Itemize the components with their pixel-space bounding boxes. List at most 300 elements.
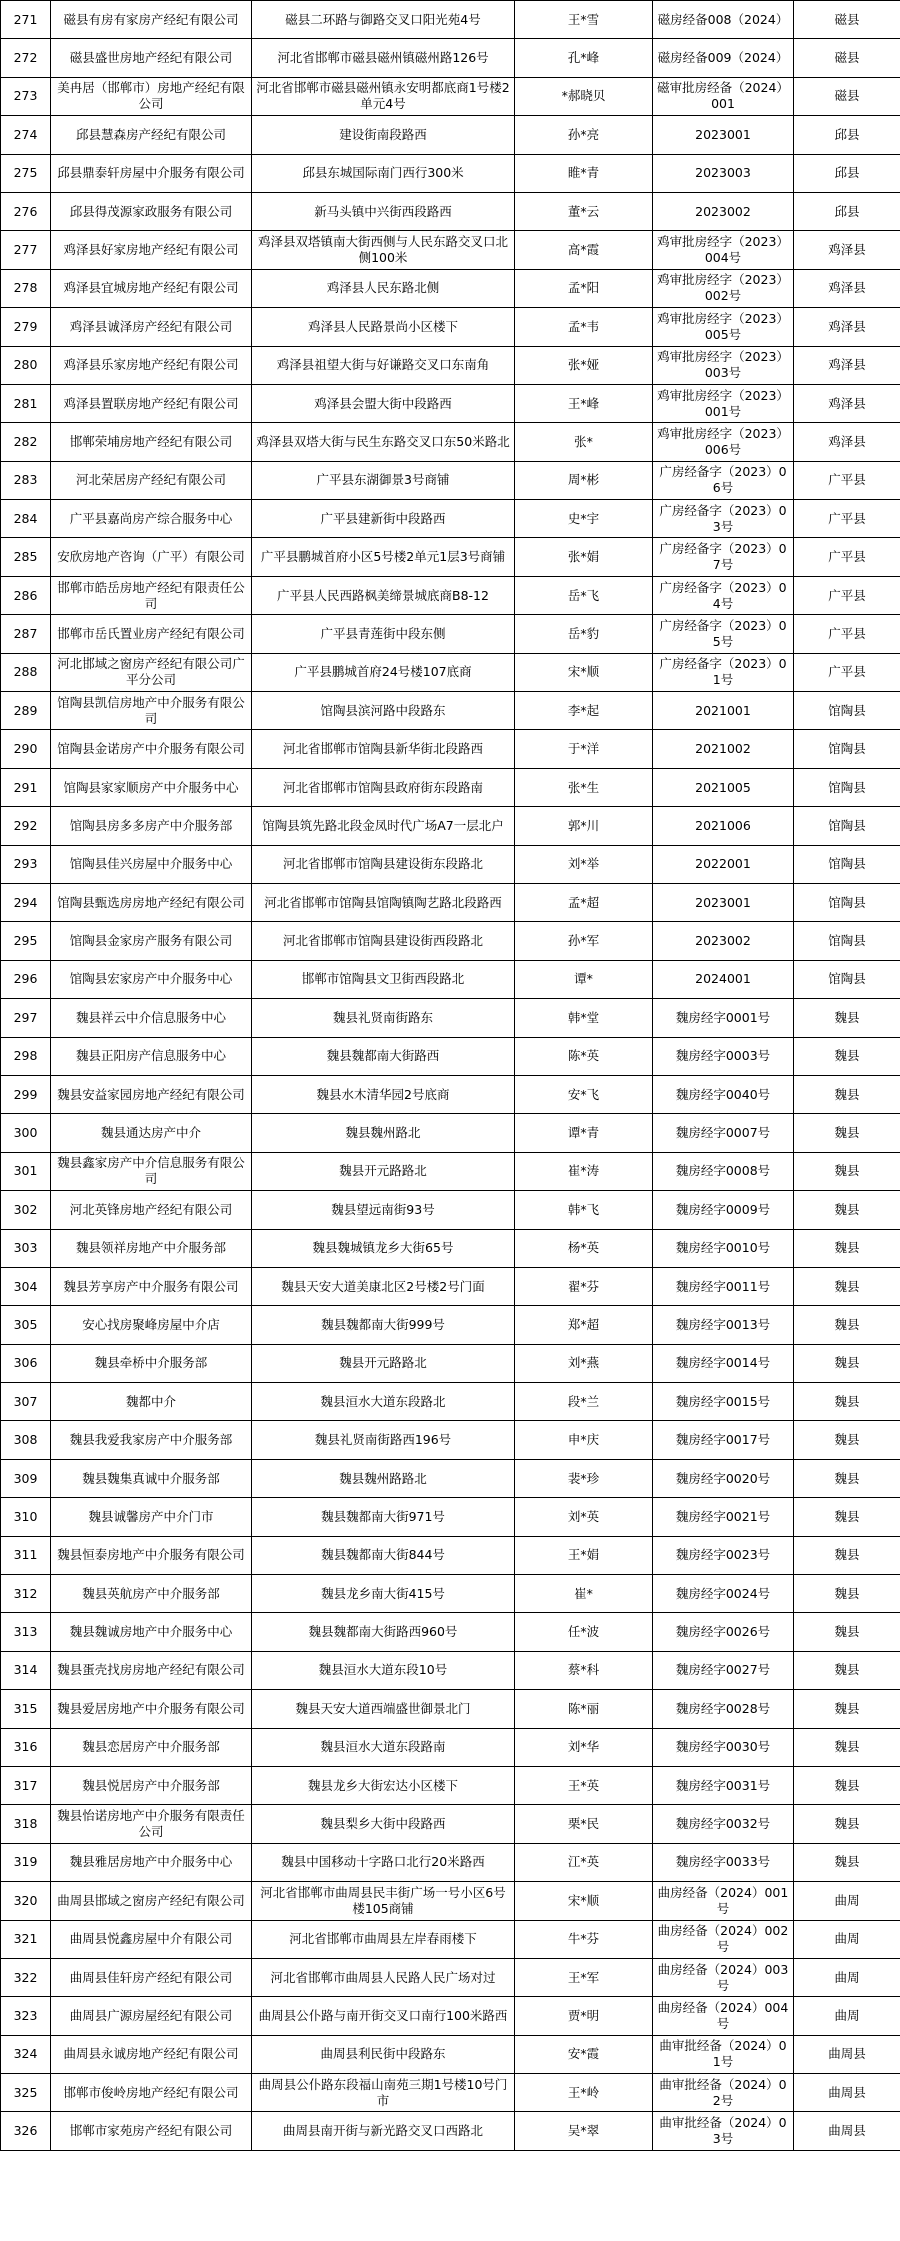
row-number-cell: 280	[1, 346, 51, 384]
company-name-cell: 馆陶县家家顺房产中介服务中心	[51, 768, 252, 806]
company-name-cell: 鸡泽县置联房地产经纪有限公司	[51, 384, 252, 422]
address-cell: 魏县望远南街93号	[252, 1191, 515, 1229]
address-cell: 广平县建新街中段路西	[252, 500, 515, 538]
row-number-cell: 298	[1, 1037, 51, 1075]
address-cell: 邯郸市馆陶县文卫街西段路北	[252, 960, 515, 998]
address-cell: 魏县龙乡南大街415号	[252, 1575, 515, 1613]
address-cell: 广平县东湖御景3号商铺	[252, 461, 515, 499]
county-cell: 魏县	[794, 1498, 900, 1536]
responsible-person-cell: 王*军	[515, 1958, 653, 1996]
license-number-cell: 曲审批经备（2024）01号	[653, 2035, 794, 2073]
table-row	[1, 1075, 900, 1113]
address-cell: 广平县人民西路枫美缔景城底商B8-12	[252, 576, 515, 614]
table-row	[1, 1, 900, 39]
company-name-cell: 鸡泽县宜城房地产经纪有限公司	[51, 269, 252, 307]
row-number-cell: 311	[1, 1536, 51, 1574]
address-cell: 鸡泽县人民路景尚小区楼下	[252, 308, 515, 346]
table-row	[1, 1690, 900, 1728]
county-cell: 魏县	[794, 1459, 900, 1497]
address-cell: 魏县洹水大道东段路南	[252, 1728, 515, 1766]
county-cell: 鸡泽县	[794, 231, 900, 269]
responsible-person-cell: 岳*飞	[515, 576, 653, 614]
row-number-cell: 276	[1, 192, 51, 230]
company-name-cell: 魏县恒泰房地产中介服务有限公司	[51, 1536, 252, 1574]
address-cell: 鸡泽县人民东路北侧	[252, 269, 515, 307]
license-number-cell: 广房经备字（2023）04号	[653, 576, 794, 614]
row-number-cell: 326	[1, 2112, 51, 2150]
table-row	[1, 1728, 900, 1766]
address-cell: 广平县鹏城首府小区5号楼2单元1层3号商铺	[252, 538, 515, 576]
license-number-cell: 广房经备字（2023）05号	[653, 615, 794, 653]
row-number-cell: 291	[1, 768, 51, 806]
license-number-cell: 魏房经字0010号	[653, 1229, 794, 1267]
address-cell: 魏县开元路路北	[252, 1152, 515, 1190]
license-number-cell: 魏房经字0024号	[653, 1575, 794, 1613]
responsible-person-cell: 贾*明	[515, 1997, 653, 2035]
company-name-cell: 鸡泽县诚泽房产经纪有限公司	[51, 308, 252, 346]
table-row	[1, 39, 900, 77]
company-name-cell: 邯郸市皓岳房地产经纪有限责任公司	[51, 576, 252, 614]
county-cell: 广平县	[794, 615, 900, 653]
license-number-cell: 曲房经备（2024）002号	[653, 1920, 794, 1958]
row-number-cell: 317	[1, 1766, 51, 1804]
address-cell: 魏县魏州路北	[252, 1114, 515, 1152]
row-number-cell: 310	[1, 1498, 51, 1536]
responsible-person-cell: 栗*民	[515, 1805, 653, 1843]
table-row	[1, 692, 900, 730]
table-row	[1, 845, 900, 883]
row-number-cell: 284	[1, 500, 51, 538]
address-cell: 河北省邯郸市馆陶县建设街西段路北	[252, 922, 515, 960]
county-cell: 广平县	[794, 500, 900, 538]
row-number-cell: 288	[1, 653, 51, 691]
row-number-cell: 274	[1, 116, 51, 154]
row-number-cell: 293	[1, 845, 51, 883]
county-cell: 魏县	[794, 1152, 900, 1190]
address-cell: 曲周县公仆路东段福山南苑三期1号楼10号门市	[252, 2074, 515, 2112]
company-name-cell: 魏县英航房产中介服务部	[51, 1575, 252, 1613]
responsible-person-cell: 翟*芬	[515, 1267, 653, 1305]
row-number-cell: 308	[1, 1421, 51, 1459]
company-name-cell: 邯郸市俊岭房地产经纪有限公司	[51, 2074, 252, 2112]
county-cell: 魏县	[794, 1421, 900, 1459]
county-cell: 鸡泽县	[794, 308, 900, 346]
company-name-cell: 曲周县邯域之窗房产经纪有限公司	[51, 1882, 252, 1920]
county-cell: 魏县	[794, 1383, 900, 1421]
row-number-cell: 292	[1, 807, 51, 845]
county-cell: 曲周县	[794, 2074, 900, 2112]
table-row	[1, 1229, 900, 1267]
county-cell: 曲周	[794, 1882, 900, 1920]
company-name-cell: 馆陶县宏家房产中介服务中心	[51, 960, 252, 998]
license-number-cell: 魏房经字0017号	[653, 1421, 794, 1459]
responsible-person-cell: 睢*青	[515, 154, 653, 192]
license-number-cell: 魏房经字0009号	[653, 1191, 794, 1229]
address-cell: 河北省邯郸市馆陶县政府街东段路南	[252, 768, 515, 806]
row-number-cell: 304	[1, 1267, 51, 1305]
row-number-cell: 275	[1, 154, 51, 192]
responsible-person-cell: 江*英	[515, 1843, 653, 1881]
license-number-cell: 2021002	[653, 730, 794, 768]
responsible-person-cell: 孙*亮	[515, 116, 653, 154]
license-number-cell: 曲房经备（2024）001号	[653, 1882, 794, 1920]
county-cell: 魏县	[794, 1191, 900, 1229]
table-row	[1, 1651, 900, 1689]
company-name-cell: 邱县得茂源家政服务有限公司	[51, 192, 252, 230]
table-row	[1, 1498, 900, 1536]
row-number-cell: 300	[1, 1114, 51, 1152]
responsible-person-cell: 吴*翠	[515, 2112, 653, 2150]
table-row	[1, 1383, 900, 1421]
address-cell: 河北省邯郸市馆陶县新华街北段路西	[252, 730, 515, 768]
company-name-cell: 馆陶县金家房产服务有限公司	[51, 922, 252, 960]
table-row	[1, 1267, 900, 1305]
row-number-cell: 303	[1, 1229, 51, 1267]
company-name-cell: 磁县有房有家房产经纪有限公司	[51, 1, 252, 39]
company-name-cell: 美冉居（邯郸市）房地产经纪有限公司	[51, 77, 252, 115]
table-row	[1, 922, 900, 960]
responsible-person-cell: 张*娟	[515, 538, 653, 576]
table-row	[1, 883, 900, 921]
table-row	[1, 269, 900, 307]
address-cell: 魏县洹水大道东段10号	[252, 1651, 515, 1689]
license-number-cell: 鸡审批房经字（2023）002号	[653, 269, 794, 307]
county-cell: 馆陶县	[794, 730, 900, 768]
license-number-cell: 2023002	[653, 192, 794, 230]
license-number-cell: 广房经备字（2023）03号	[653, 500, 794, 538]
table-row	[1, 1421, 900, 1459]
table-row	[1, 1536, 900, 1574]
address-cell: 河北省邯郸市曲周县民丰街广场一号小区6号楼105商铺	[252, 1882, 515, 1920]
table-row	[1, 1882, 900, 1920]
license-number-cell: 2021001	[653, 692, 794, 730]
license-number-cell: 磁房经备008（2024）	[653, 1, 794, 39]
row-number-cell: 315	[1, 1690, 51, 1728]
address-cell: 河北省邯郸市曲周县左岸春雨楼下	[252, 1920, 515, 1958]
company-name-cell: 曲周县佳轩房产经纪有限公司	[51, 1958, 252, 1996]
table-row	[1, 1920, 900, 1958]
company-name-cell: 馆陶县佳兴房屋中介服务中心	[51, 845, 252, 883]
company-name-cell: 邱县鼎泰轩房屋中介服务有限公司	[51, 154, 252, 192]
address-cell: 曲周县公仆路与南开街交叉口南行100米路西	[252, 1997, 515, 2035]
row-number-cell: 306	[1, 1344, 51, 1382]
address-cell: 魏县洹水大道东段路北	[252, 1383, 515, 1421]
address-cell: 魏县魏都南大街路西	[252, 1037, 515, 1075]
address-cell: 曲周县利民街中段路东	[252, 2035, 515, 2073]
address-cell: 魏县魏城镇龙乡大街65号	[252, 1229, 515, 1267]
row-number-cell: 273	[1, 77, 51, 115]
table-row	[1, 308, 900, 346]
responsible-person-cell: 刘*燕	[515, 1344, 653, 1382]
table-row	[1, 1997, 900, 2035]
license-number-cell: 魏房经字0014号	[653, 1344, 794, 1382]
responsible-person-cell: 郑*超	[515, 1306, 653, 1344]
table-row	[1, 1805, 900, 1843]
county-cell: 邱县	[794, 116, 900, 154]
row-number-cell: 318	[1, 1805, 51, 1843]
responsible-person-cell: 王*雪	[515, 1, 653, 39]
company-name-cell: 馆陶县房多多房产中介服务部	[51, 807, 252, 845]
license-number-cell: 魏房经字0007号	[653, 1114, 794, 1152]
county-cell: 邱县	[794, 154, 900, 192]
company-name-cell: 邯郸市岳氏置业房产经纪有限公司	[51, 615, 252, 653]
company-name-cell: 魏县雅居房地产中介服务中心	[51, 1843, 252, 1881]
company-name-cell: 魏县安益家园房地产经纪有限公司	[51, 1075, 252, 1113]
county-cell: 魏县	[794, 1843, 900, 1881]
license-number-cell: 魏房经字0001号	[653, 999, 794, 1037]
row-number-cell: 312	[1, 1575, 51, 1613]
company-name-cell: 曲周县永诚房地产经纪有限公司	[51, 2035, 252, 2073]
row-number-cell: 278	[1, 269, 51, 307]
county-cell: 鸡泽县	[794, 346, 900, 384]
county-cell: 魏县	[794, 1651, 900, 1689]
table-row	[1, 1843, 900, 1881]
row-number-cell: 290	[1, 730, 51, 768]
address-cell: 魏县中国移动十字路口北行20米路西	[252, 1843, 515, 1881]
table-body	[1, 1, 900, 2151]
county-cell: 曲周	[794, 1997, 900, 2035]
address-cell: 磁县二环路与御路交叉口阳光苑4号	[252, 1, 515, 39]
table-row	[1, 1958, 900, 1996]
responsible-person-cell: 韩*飞	[515, 1191, 653, 1229]
address-cell: 馆陶县滨河路中段路东	[252, 692, 515, 730]
company-name-cell: 广平县嘉尚房产综合服务中心	[51, 500, 252, 538]
table-row	[1, 231, 900, 269]
license-number-cell: 魏房经字0031号	[653, 1766, 794, 1804]
responsible-person-cell: 任*波	[515, 1613, 653, 1651]
license-number-cell: 魏房经字0028号	[653, 1690, 794, 1728]
county-cell: 广平县	[794, 538, 900, 576]
county-cell: 邱县	[794, 192, 900, 230]
company-name-cell: 魏县领祥房地产中介服务部	[51, 1229, 252, 1267]
row-number-cell: 313	[1, 1613, 51, 1651]
county-cell: 馆陶县	[794, 883, 900, 921]
row-number-cell: 296	[1, 960, 51, 998]
address-cell: 广平县鹏城首府24号楼107底商	[252, 653, 515, 691]
address-cell: 鸡泽县双塔大街与民生东路交叉口东50米路北	[252, 423, 515, 461]
responsible-person-cell: 陈*丽	[515, 1690, 653, 1728]
license-number-cell: 鸡审批房经字（2023）006号	[653, 423, 794, 461]
address-cell: 鸡泽县祖望大街与好谦路交叉口东南角	[252, 346, 515, 384]
address-cell: 河北省邯郸市曲周县人民路人民广场对过	[252, 1958, 515, 1996]
license-number-cell: 2023001	[653, 116, 794, 154]
address-cell: 邱县东城国际南门西行300米	[252, 154, 515, 192]
table-row	[1, 423, 900, 461]
license-number-cell: 魏房经字0011号	[653, 1267, 794, 1305]
county-cell: 魏县	[794, 1229, 900, 1267]
table-row	[1, 1459, 900, 1497]
company-name-cell: 魏县正阳房产信息服务中心	[51, 1037, 252, 1075]
company-name-cell: 馆陶县凯信房地产中介服务有限公司	[51, 692, 252, 730]
table-row	[1, 154, 900, 192]
address-cell: 建设街南段路西	[252, 116, 515, 154]
row-number-cell: 323	[1, 1997, 51, 2035]
license-number-cell: 2022001	[653, 845, 794, 883]
row-number-cell: 277	[1, 231, 51, 269]
row-number-cell: 301	[1, 1152, 51, 1190]
county-cell: 魏县	[794, 999, 900, 1037]
county-cell: 魏县	[794, 1690, 900, 1728]
row-number-cell: 299	[1, 1075, 51, 1113]
address-cell: 魏县魏都南大街路西960号	[252, 1613, 515, 1651]
county-cell: 曲周	[794, 1958, 900, 1996]
county-cell: 磁县	[794, 39, 900, 77]
license-number-cell: 2021006	[653, 807, 794, 845]
license-number-cell: 魏房经字0027号	[653, 1651, 794, 1689]
address-cell: 魏县魏都南大街844号	[252, 1536, 515, 1574]
company-name-cell: 安欣房地产咨询（广平）有限公司	[51, 538, 252, 576]
responsible-person-cell: 申*庆	[515, 1421, 653, 1459]
table-row	[1, 384, 900, 422]
address-cell: 魏县礼贤南街路西196号	[252, 1421, 515, 1459]
county-cell: 磁县	[794, 77, 900, 115]
row-number-cell: 281	[1, 384, 51, 422]
row-number-cell: 325	[1, 2074, 51, 2112]
license-number-cell: 魏房经字0023号	[653, 1536, 794, 1574]
county-cell: 广平县	[794, 653, 900, 691]
address-cell: 鸡泽县双塔镇南大街西侧与人民东路交叉口北侧100米	[252, 231, 515, 269]
license-number-cell: 曲房经备（2024）004号	[653, 1997, 794, 2035]
company-name-cell: 魏县恋居房产中介服务部	[51, 1728, 252, 1766]
table-row	[1, 1766, 900, 1804]
table-row	[1, 116, 900, 154]
row-number-cell: 283	[1, 461, 51, 499]
responsible-person-cell: 安*飞	[515, 1075, 653, 1113]
county-cell: 魏县	[794, 1114, 900, 1152]
responsible-person-cell: 刘*英	[515, 1498, 653, 1536]
address-cell: 魏县开元路路北	[252, 1344, 515, 1382]
address-cell: 河北省邯郸市馆陶县建设街东段路北	[252, 845, 515, 883]
row-number-cell: 286	[1, 576, 51, 614]
row-number-cell: 282	[1, 423, 51, 461]
address-cell: 魏县天安大道美康北区2号楼2号门面	[252, 1267, 515, 1305]
row-number-cell: 316	[1, 1728, 51, 1766]
responsible-person-cell: *郝晓贝	[515, 77, 653, 115]
address-cell: 魏县天安大道西端盛世御景北门	[252, 1690, 515, 1728]
table-row	[1, 77, 900, 115]
address-cell: 馆陶县筑先路北段金凤时代广场A7一层北户	[252, 807, 515, 845]
row-number-cell: 294	[1, 883, 51, 921]
county-cell: 馆陶县	[794, 768, 900, 806]
company-name-cell: 邯郸荣埔房地产经纪有限公司	[51, 423, 252, 461]
county-cell: 曲周县	[794, 2035, 900, 2073]
address-cell: 曲周县南开街与新光路交叉口西路北	[252, 2112, 515, 2150]
address-cell: 河北省邯郸市磁县磁州镇磁州路126号	[252, 39, 515, 77]
company-name-cell: 魏县魏诚房地产中介服务中心	[51, 1613, 252, 1651]
address-cell: 魏县水木清华园2号底商	[252, 1075, 515, 1113]
company-name-cell: 魏县鑫家房产中介信息服务有限公司	[51, 1152, 252, 1190]
address-cell: 魏县魏州路路北	[252, 1459, 515, 1497]
license-number-cell: 2021005	[653, 768, 794, 806]
company-name-cell: 安心找房聚峰房屋中介店	[51, 1306, 252, 1344]
company-name-cell: 魏都中介	[51, 1383, 252, 1421]
responsible-person-cell: 陈*英	[515, 1037, 653, 1075]
license-number-cell: 磁审批房经备（2024）001	[653, 77, 794, 115]
row-number-cell: 295	[1, 922, 51, 960]
license-number-cell: 2023001	[653, 883, 794, 921]
responsible-person-cell: 董*云	[515, 192, 653, 230]
license-number-cell: 2024001	[653, 960, 794, 998]
company-name-cell: 河北荣居房产经纪有限公司	[51, 461, 252, 499]
responsible-person-cell: 周*彬	[515, 461, 653, 499]
responsible-person-cell: 蔡*科	[515, 1651, 653, 1689]
county-cell: 魏县	[794, 1344, 900, 1382]
row-number-cell: 289	[1, 692, 51, 730]
county-cell: 鸡泽县	[794, 423, 900, 461]
company-name-cell: 磁县盛世房地产经纪有限公司	[51, 39, 252, 77]
table-row	[1, 461, 900, 499]
license-number-cell: 鸡审批房经字（2023）003号	[653, 346, 794, 384]
company-name-cell: 魏县怡诺房地产中介服务有限责任公司	[51, 1805, 252, 1843]
company-name-cell: 魏县祥云中介信息服务中心	[51, 999, 252, 1037]
address-cell: 魏县龙乡大街宏达小区楼下	[252, 1766, 515, 1804]
responsible-person-cell: 牛*芬	[515, 1920, 653, 1958]
address-cell: 魏县魏都南大街999号	[252, 1306, 515, 1344]
table-row	[1, 960, 900, 998]
responsible-person-cell: 崔*	[515, 1575, 653, 1613]
company-name-cell: 邯郸市家苑房产经纪有限公司	[51, 2112, 252, 2150]
address-cell: 广平县青莲街中段东侧	[252, 615, 515, 653]
responsible-person-cell: 王*峰	[515, 384, 653, 422]
table-row	[1, 192, 900, 230]
table-row	[1, 730, 900, 768]
responsible-person-cell: 高*霞	[515, 231, 653, 269]
table-row	[1, 576, 900, 614]
responsible-person-cell: 裴*珍	[515, 1459, 653, 1497]
responsible-person-cell: 王*娟	[515, 1536, 653, 1574]
license-number-cell: 曲审批经备（2024）03号	[653, 2112, 794, 2150]
address-cell: 鸡泽县会盟大街中段路西	[252, 384, 515, 422]
responsible-person-cell: 史*宇	[515, 500, 653, 538]
row-number-cell: 297	[1, 999, 51, 1037]
responsible-person-cell: 宋*顺	[515, 653, 653, 691]
county-cell: 魏县	[794, 1536, 900, 1574]
row-number-cell: 272	[1, 39, 51, 77]
table-row	[1, 1114, 900, 1152]
license-number-cell: 广房经备字（2023）01号	[653, 653, 794, 691]
company-name-cell: 魏县通达房产中介	[51, 1114, 252, 1152]
county-cell: 馆陶县	[794, 960, 900, 998]
county-cell: 魏县	[794, 1037, 900, 1075]
table-row	[1, 807, 900, 845]
address-cell: 河北省邯郸市馆陶县馆陶镇陶艺路北段路西	[252, 883, 515, 921]
table-row	[1, 2035, 900, 2073]
license-number-cell: 2023003	[653, 154, 794, 192]
responsible-person-cell: 刘*华	[515, 1728, 653, 1766]
table-row	[1, 500, 900, 538]
responsible-person-cell: 孔*峰	[515, 39, 653, 77]
row-number-cell: 279	[1, 308, 51, 346]
county-cell: 磁县	[794, 1, 900, 39]
license-number-cell: 魏房经字0020号	[653, 1459, 794, 1497]
responsible-person-cell: 孙*军	[515, 922, 653, 960]
row-number-cell: 320	[1, 1882, 51, 1920]
responsible-person-cell: 王*岭	[515, 2074, 653, 2112]
county-cell: 魏县	[794, 1766, 900, 1804]
license-number-cell: 魏房经字0026号	[653, 1613, 794, 1651]
county-cell: 魏县	[794, 1575, 900, 1613]
license-number-cell: 魏房经字0032号	[653, 1805, 794, 1843]
county-cell: 魏县	[794, 1728, 900, 1766]
license-number-cell: 魏房经字0030号	[653, 1728, 794, 1766]
company-name-cell: 曲周县悦鑫房屋中介有限公司	[51, 1920, 252, 1958]
table-row	[1, 346, 900, 384]
responsible-person-cell: 于*洋	[515, 730, 653, 768]
responsible-person-cell: 王*英	[515, 1766, 653, 1804]
company-name-cell: 魏县爱居房地产中介服务有限公司	[51, 1690, 252, 1728]
company-name-cell: 馆陶县甄选房房地产经纪有限公司	[51, 883, 252, 921]
responsible-person-cell: 杨*英	[515, 1229, 653, 1267]
